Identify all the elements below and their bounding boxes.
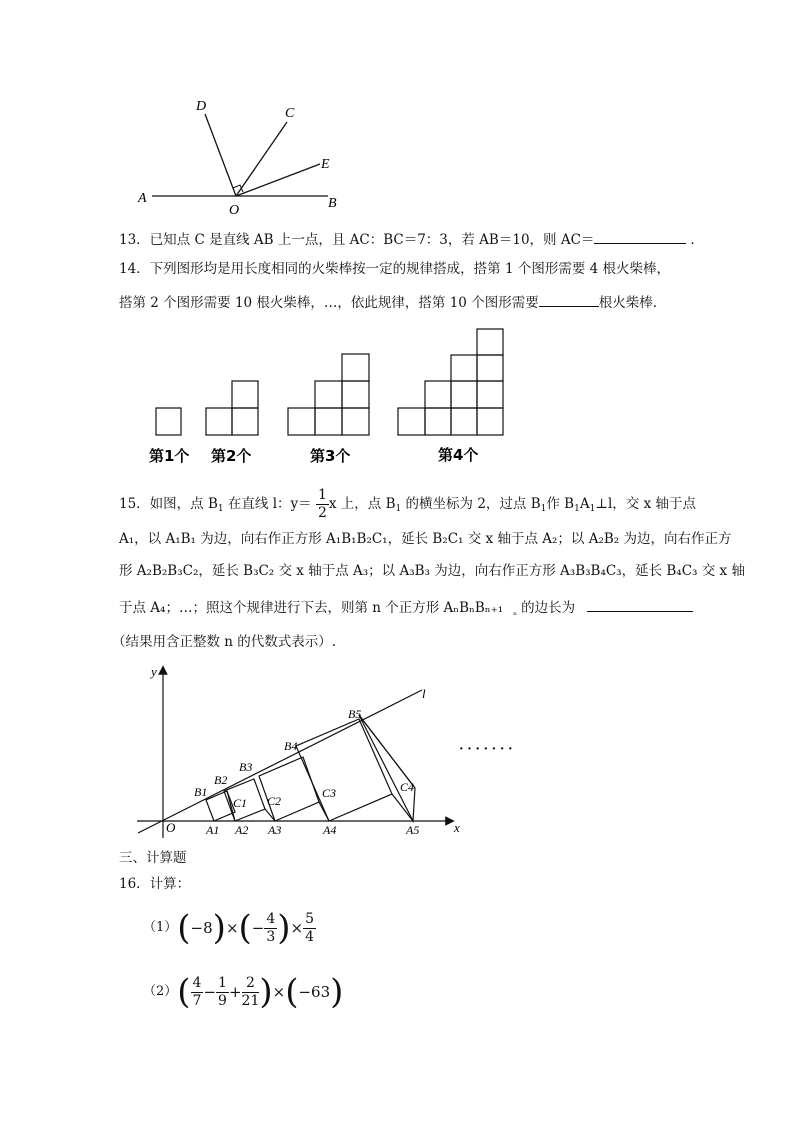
label-A: A (138, 191, 147, 206)
label-O: O (229, 203, 240, 218)
angle-figure (130, 92, 360, 220)
q15-text-c: x 上，点 B (328, 496, 396, 512)
q16-p2-paren-open-1: ( (177, 972, 191, 1012)
fig4-label: 第4个 (438, 446, 479, 464)
q16-p2-label: （2） (143, 984, 178, 999)
matchstick-figures (140, 322, 520, 472)
q16-p1-neg: − (251, 919, 265, 937)
q15-frac-den: 2 (317, 505, 327, 521)
question-13-end: . (690, 232, 695, 248)
answer-blank-13[interactable] (594, 229, 686, 244)
question-15-line5: （结果用含正整数 n 的代数式表示）. (112, 634, 337, 650)
q16-p1-label: （1） (143, 920, 178, 935)
q15-line4-sub: ₙ (513, 608, 518, 618)
continuation-dots: · · · · · · · (459, 742, 513, 757)
q15-sub-d: 1 (540, 504, 547, 514)
line-l (138, 690, 422, 833)
label-D: D (196, 99, 207, 114)
label-C1: C1 (233, 796, 248, 810)
q15-text-d: 的横坐标为 2，过点 B (401, 496, 541, 512)
fig1-label: 第1个 (149, 447, 190, 465)
q16-p1-paren-close-1: ) (212, 908, 226, 948)
question-14-line2b: 根火柴棒. (598, 295, 657, 311)
section-3-title: 三、计算题 (119, 850, 187, 866)
question-16-part2 (143, 969, 343, 1015)
label-A3: A3 (268, 823, 282, 837)
q15-sub-e: 1 (574, 504, 580, 514)
label-B4: B4 (284, 739, 298, 753)
label-B1: B1 (194, 785, 208, 799)
label-O: O (166, 820, 176, 835)
q15-fraction (316, 487, 329, 522)
q16-p2-f2-num: 1 (218, 974, 227, 991)
label-C: C (285, 106, 295, 121)
q16-p2-frac2 (216, 975, 229, 1010)
label-C4: C4 (400, 780, 415, 794)
q16-p2-f1-den: 7 (192, 992, 202, 1009)
q15-line4a: 于点 A₄；…；照这个规律进行下去，则第 n 个正方形 AₙBₙBₙ₊₁ (119, 600, 504, 616)
label-B5: B5 (348, 707, 362, 721)
q16-p1-f1-den: 3 (266, 928, 276, 945)
fig2-label: 第2个 (211, 447, 252, 465)
coordinate-figure (132, 660, 542, 842)
fig4-squares (398, 329, 503, 435)
q16-p2-paren-open-2: ( (285, 972, 299, 1012)
fig2-squares (206, 381, 258, 435)
q15-text-b: 在直线 l：y＝ (223, 496, 312, 512)
question-15-line2: A₁，以 A₁B₁ 为边，向右作正方形 A₁B₁B₂C₁，延长 B₂C₁ 交 x 轴于点 A₂；以 A₂B₂ 为边，向右作正方 (119, 531, 732, 547)
label-x: x (454, 820, 460, 835)
question-14-line2 (119, 292, 657, 312)
q16-p1-paren-close-2: ) (277, 908, 291, 948)
label-y: y (151, 664, 157, 679)
q16-p1-times2: × (290, 919, 304, 937)
question-16-stem: 16．计算： (119, 876, 191, 892)
question-16-part1 (143, 905, 316, 951)
q16-p2-frac3 (242, 975, 260, 1010)
q16-p1-paren-open-1: ( (177, 908, 191, 948)
label-A1: A1 (206, 823, 220, 837)
q16-p2-f3-den: 21 (241, 992, 260, 1009)
question-13 (119, 229, 695, 249)
label-E: E (321, 157, 330, 172)
q16-p2-f1-num: 4 (192, 974, 202, 991)
q16-p2-b: −63 (298, 983, 331, 1001)
q16-p1-frac2 (303, 911, 316, 946)
label-C3: C3 (322, 786, 337, 800)
q16-p1-times1: × (225, 919, 239, 937)
label-l: l (422, 686, 426, 701)
q16-p2-f3-num: 2 (242, 975, 260, 993)
q16-p2-frac1 (191, 975, 204, 1010)
q16-p1-paren-open-2: ( (238, 908, 252, 948)
q16-p2-paren-close-2: ) (330, 972, 344, 1012)
question-15-line4 (119, 597, 693, 622)
q15-text-a: 15．如图，点 B (119, 496, 218, 512)
label-B2: B2 (214, 773, 228, 787)
q15-sub-a: 1 (217, 504, 224, 514)
question-15-line1 (119, 484, 696, 524)
q15-text-f: A (579, 496, 590, 512)
question-14-line2a: 搭第 2 个图形需要 10 根火柴棒，…，依此规律，搭第 10 个图形需要 (119, 295, 539, 311)
label-A4: A4 (323, 823, 337, 837)
q16-p2-paren-close-1: ) (259, 972, 273, 1012)
answer-blank-15[interactable] (587, 597, 693, 612)
q15-text-g: ⊥l，交 x 轴于点 (595, 496, 697, 512)
question-14-line1: 14．下列图形均是用长度相同的火柴棒按一定的规律搭成，搭第 1 个图形需要 4 根火柴棒， (119, 261, 671, 277)
label-C2: C2 (267, 794, 282, 808)
q15-sub-f: 1 (589, 504, 596, 514)
answer-blank-14[interactable] (539, 292, 599, 307)
label-A5: A5 (406, 823, 420, 837)
q16-p1-a: −8 (190, 919, 213, 937)
q16-p2-minus: − (203, 983, 217, 1001)
q16-p1-frac1 (264, 911, 277, 946)
fig3-squares (288, 354, 369, 435)
q16-p1-f1-num: 4 (266, 910, 276, 927)
q16-p1-f2-num: 5 (305, 910, 315, 927)
fig1-square (156, 408, 181, 435)
label-A2: A2 (235, 823, 249, 837)
question-13-text: 13．已知点 C 是直线 AB 上一点，且 AC：BC＝7：3，若 AB＝10，则 AC＝ (119, 232, 595, 248)
q15-text-e: 作 B (546, 496, 575, 512)
q15-frac-num: 1 (317, 487, 327, 503)
q16-p2-times: × (272, 983, 286, 1001)
label-B: B (328, 196, 337, 211)
q15-sub-c: 1 (395, 504, 402, 514)
q16-p2-f2-den: 9 (218, 992, 227, 1009)
q15-line4b: 的边长为 (521, 600, 576, 616)
question-15-line3: 形 A₂B₂B₃C₂，延长 B₃C₂ 交 x 轴于点 A₃；以 A₃B₃ 为边，向右作正方形 A₃B₃B₄C₃，延长 B₄C₃ 交 x 轴 (119, 563, 745, 579)
q16-p1-f2-den: 4 (305, 928, 315, 945)
square-3 (259, 757, 319, 821)
q16-p2-plus: + (228, 983, 242, 1001)
fig3-label: 第3个 (310, 447, 351, 465)
label-B3: B3 (239, 760, 253, 774)
